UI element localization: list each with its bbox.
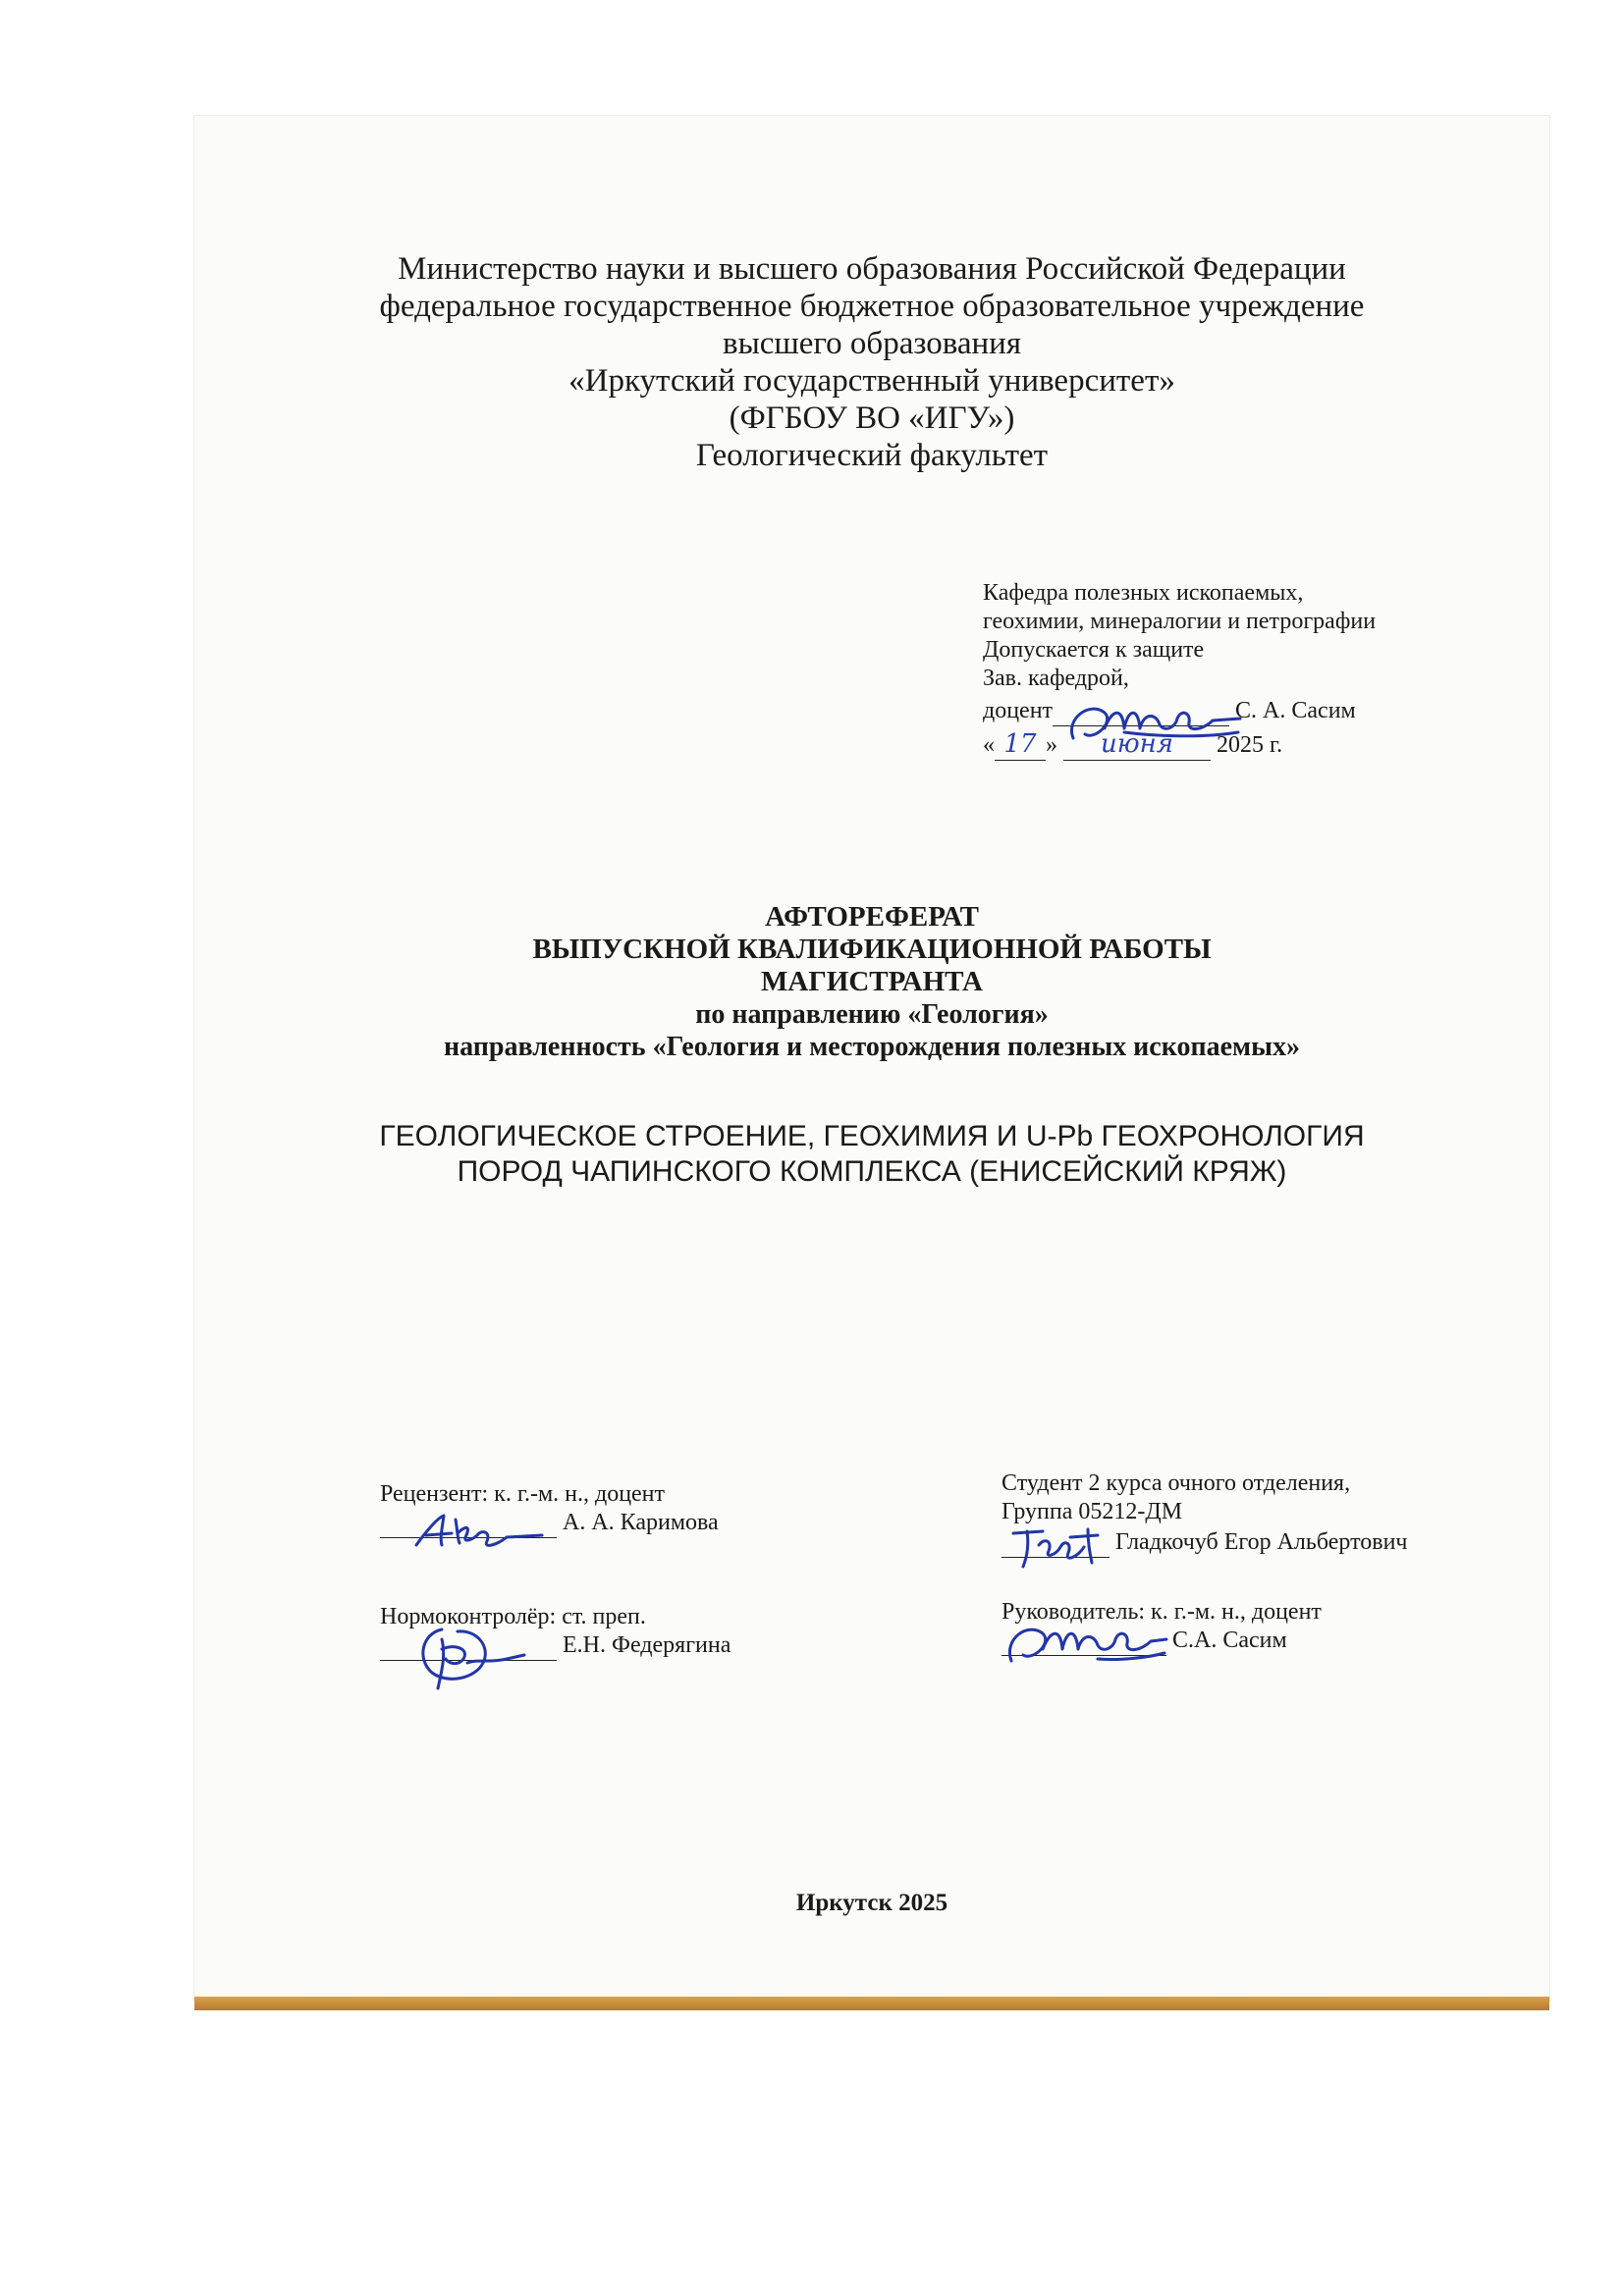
header-line-3: высшего образования <box>723 326 1021 361</box>
head-name: С. А. Сасим <box>1235 698 1356 723</box>
student-signature <box>1009 1523 1108 1573</box>
department-line-2: геохимии, минералогии и петрографии <box>983 609 1377 634</box>
reviewer-name: А. А. Каримова <box>563 1510 719 1535</box>
date-year: 2025 г. <box>1217 732 1283 758</box>
direction-line: по направлению «Геология» <box>695 999 1049 1030</box>
city-year: Иркутск 2025 <box>795 1890 948 1916</box>
institution-header <box>194 250 1549 474</box>
header-line-5: (ФГБОУ ВО «ИГУ») <box>729 400 1015 436</box>
reviewer-signature <box>412 1510 550 1555</box>
student-label-1: Студент 2 курса очного отделения, <box>1001 1470 1351 1496</box>
head-signature <box>1065 699 1252 748</box>
admit-line: Допускается к защите <box>983 637 1205 663</box>
thesis-title <box>194 1119 1549 1190</box>
header-line-1: Министерство науки и высшего образования Российской Федерации <box>398 251 1346 287</box>
supervisor-signature <box>1003 1618 1170 1673</box>
date-quote-open: « <box>983 732 995 758</box>
header-line-2: федеральное государственное бюджетное образовательное учреждение <box>379 289 1365 324</box>
title-line-3: МАГИСТРАНТА <box>761 966 983 997</box>
student-name: Гладкочуб Егор Альбертович <box>1115 1529 1408 1555</box>
footer <box>194 1890 1549 1917</box>
specialization-line: направленность «Геология и месторождения полезных ископаемых» <box>444 1032 1300 1062</box>
date-day: 17 <box>1003 729 1037 759</box>
date-quote-close: » <box>1046 732 1057 758</box>
department-line-1: Кафедра полезных ископаемых, <box>983 580 1304 606</box>
annotation-title <box>194 901 1549 1063</box>
student-label-2: Группа 05212-ДМ <box>1001 1499 1183 1524</box>
supervisor-label: Руководитель: к. г.-м. н., доцент <box>1001 1599 1322 1625</box>
header-line-4: «Иркутский государственный университет» <box>568 363 1175 399</box>
normcontrol-label: Нормоконтролёр: ст. преп. <box>380 1604 646 1629</box>
normcontrol-name: Е.Н. Федерягина <box>563 1632 731 1658</box>
header-line-6: Геологический факультет <box>695 438 1049 473</box>
date-month: июня <box>1101 729 1173 759</box>
supervisor-name: С.А. Сасим <box>1172 1628 1287 1653</box>
normcontrol-signature <box>412 1620 530 1698</box>
head-line: Зав. кафедрой, <box>983 666 1129 691</box>
reviewer-label: Рецензент: к. г.-м. н., доцент <box>380 1481 666 1507</box>
title-line-2: ВЫПУСКНОЙ КВАЛИФИКАЦИОННОЙ РАБОТЫ <box>532 934 1212 965</box>
head-position: доцент <box>983 698 1054 723</box>
thesis-title-line-1: ГЕОЛОГИЧЕСКОЕ СТРОЕНИЕ, ГЕОХИМИЯ И U-Pb ГЕОХРОНОЛОГИЯ <box>379 1120 1365 1152</box>
thesis-title-line-2: ПОРОД ЧАПИНСКОГО КОМПЛЕКСА (ЕНИСЕЙСКИЙ КРЯЖ) <box>457 1155 1287 1188</box>
sheet-edge <box>194 1997 1549 2010</box>
title-line-1: АФТОРЕФЕРАТ <box>765 901 979 933</box>
date-day-field <box>995 730 1046 761</box>
